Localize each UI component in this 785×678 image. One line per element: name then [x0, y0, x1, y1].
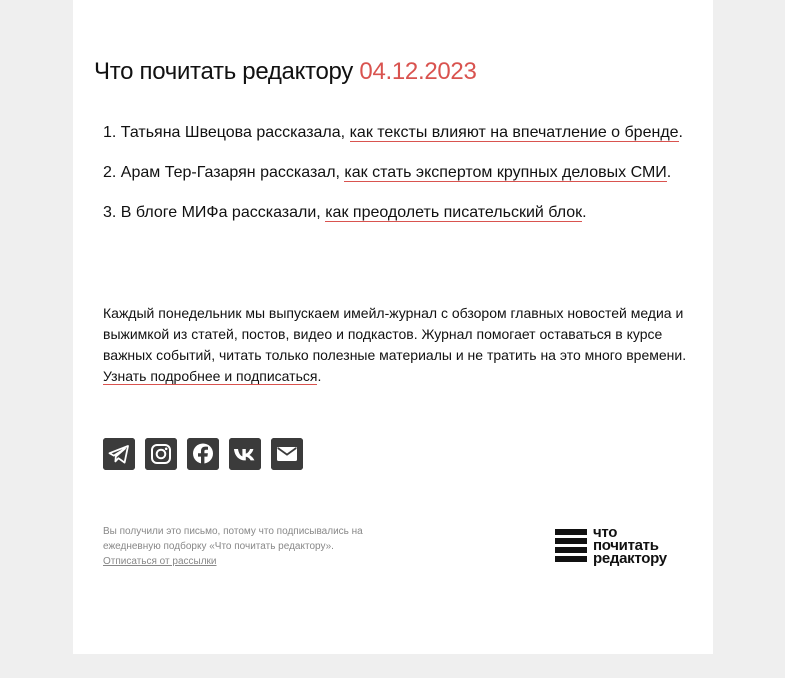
list-item — [103, 201, 688, 225]
telegram-icon[interactable] — [103, 438, 135, 470]
footer-note — [103, 524, 393, 569]
title-text: Что почитать редактору — [94, 58, 354, 85]
logo-bar — [555, 547, 587, 553]
footer-text: Вы получили это письмо, потому что подписывались на ежедневную подборку «Что почитать редактору». — [103, 526, 363, 552]
logo-words — [593, 526, 667, 565]
item-suffix: . — [582, 204, 587, 221]
vk-icon[interactable] — [229, 438, 261, 470]
social-links — [103, 438, 303, 470]
article-link[interactable]: как тексты влияют на впечатление о бренде — [349, 124, 679, 141]
logo-bar — [555, 538, 587, 544]
list-item — [103, 161, 688, 185]
logo-line: что — [593, 524, 618, 541]
logo-bars — [555, 529, 587, 562]
brand-logo — [555, 526, 667, 565]
page-title — [94, 58, 477, 86]
email-icon[interactable] — [271, 438, 303, 470]
item-prefix: 1. Татьяна Швецова рассказала, — [103, 124, 350, 141]
item-prefix: 2. Арам Тер-Газарян рассказал, — [103, 164, 345, 181]
title-date: 04.12.2023 — [359, 58, 477, 85]
email-card — [73, 0, 713, 654]
logo-line: почитать — [593, 537, 659, 554]
logo-line: редактору — [593, 550, 667, 567]
item-suffix: . — [678, 124, 683, 141]
about-paragraph — [103, 303, 688, 387]
list-item — [103, 121, 688, 145]
logo-bar — [555, 556, 587, 562]
item-prefix: 3. В блоге МИФа рассказали, — [103, 204, 326, 221]
unsubscribe-link[interactable]: Отписаться от рассылки — [103, 556, 217, 567]
instagram-icon[interactable] — [145, 438, 177, 470]
article-link[interactable]: как преодолеть писательский блок — [325, 204, 583, 221]
subscribe-link[interactable]: Узнать подробнее и подписаться — [103, 368, 318, 384]
about-suffix: . — [317, 368, 322, 384]
facebook-icon[interactable] — [187, 438, 219, 470]
about-text: Каждый понедельник мы выпускаем имейл-журнал с обзором главных новостей медиа и выжимкой из статей, постов, видео и подкастов. Журнал помогает оставаться в курсе важных событий, читать только полезные материалы и не тратить на это много времени. — [103, 305, 687, 363]
article-link[interactable]: как стать экспертом крупных деловых СМИ — [344, 164, 667, 181]
logo-bar — [555, 529, 587, 535]
item-suffix: . — [666, 164, 672, 181]
reading-list — [103, 121, 688, 241]
